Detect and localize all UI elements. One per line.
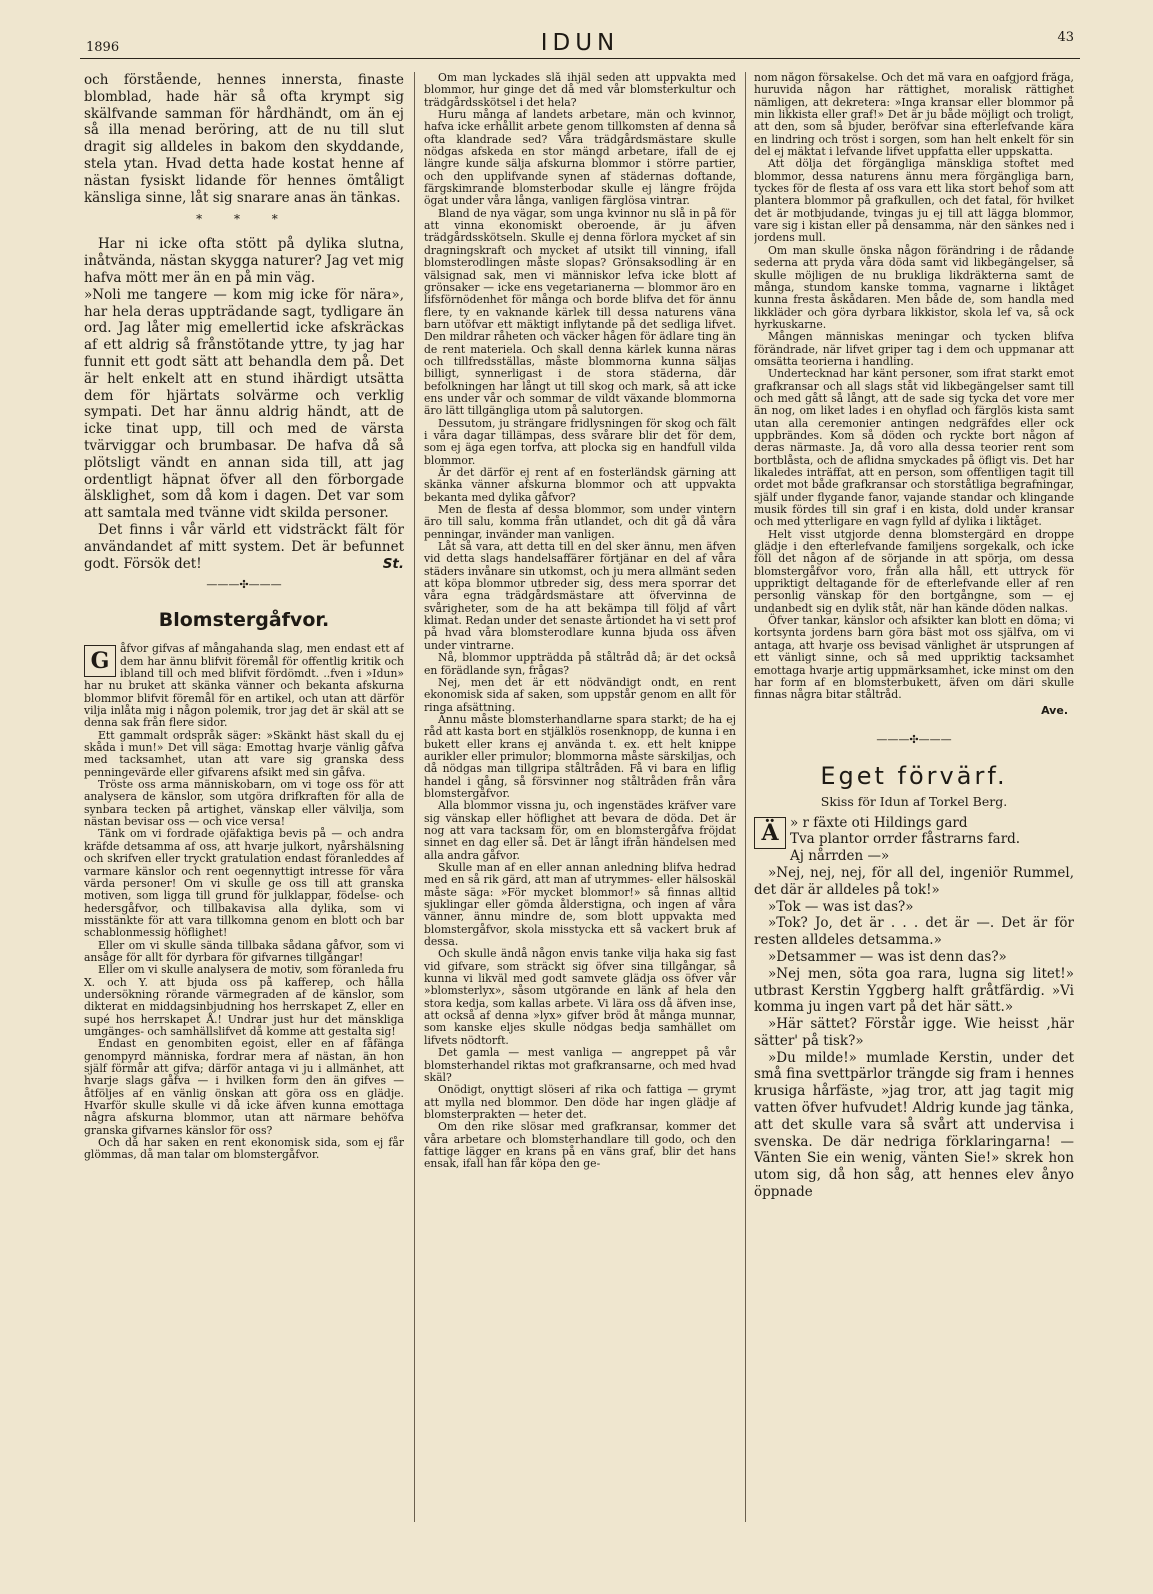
- page-number: 43: [1057, 30, 1074, 45]
- article-paragraph: Om man skulle önska någon förändring i de rådande sederna att pryda våra döda samt vid likbegängelser, så skulle möjligen de nu brukliga likdräkterna samt de många, stundom kanske tomma, vagnarne i liktåget kunna fresta åskådaren. Men både de, som handla med likkläder och göra dyrbara likkistor, skola lef va, så ock hyrkuskarne.: [754, 243, 1074, 331]
- column-2: [424, 72, 736, 1171]
- article-paragraph: Tröste oss arma människobarn, om vi toge oss för att analysera de känslor, som utgöra drifkraften för alla de synbara tecken på artighet, vänskap eller välvilja, som nästan bevisar oss — och vice versa!: [84, 778, 404, 829]
- article-paragraph: Skulle man af en eller annan anledning blifva hedrad med en så rik gärd, att man af utrymmes- eller hälsoskäl måste säga: »För mycket blommor!» så finnas alltid sjuklingar eller gömda ålderstigna, och ingen af våra vänner, ännu mindre de, som blott uppvakta med blomstergåfvor, skola misstycka ett så vackert bruk af dessa.: [424, 861, 736, 949]
- article-paragraph: Att dölja det förgängliga mänskliga stoftet med blommor, dessa naturens ännu mera förgängliga barn, tyckes för de flesta af oss vara ett lika stort behof som att plantera blommor på grafkullen, och det fatal, för hvilket det är motbjudande, tvingas ju ej till att lägga blommor, vare sig i kistan eller på densamma, när den sänkes ned i jordens mull.: [754, 157, 1074, 245]
- story-verse-line: Aj nårrden —»: [790, 848, 890, 865]
- article-paragraph: Eller om vi skulle analysera de motiv, som föranleda fru X. och Y. att bjuda oss på kafferep, och hålla undersökning rörande värmegraden af de känslor, som dikterat en middagsinbjudning hos herrskapet Z, eller en supé hos herrskapet Å.! Undrar just hur det mänskliga umgänges- och samhällslifvet då komme att gestalta sig!: [84, 963, 404, 1038]
- article-paragraph: nom någon försakelse. Och det må vara en oafgjord fråga, huruvida någon har rättighet, moralisk rättighet nämligen, att dekretera: »Inga kransar eller blommor på min likkista eller graf!» Det är ju både möjligt och troligt, att den, som så bjuder, beröfvar sina efterlefvande kära en lindring och tröst i sorgen, som han helt enkelt för sin del ej mäktat i lefvande lifvet uppfatta eller uppskatta.: [754, 72, 1074, 159]
- article-paragraph: Undertecknad har känt personer, som ifrat starkt emot grafkransar och all slags ståt vid likbegängelser samt till och med gått så långt, att de sade sig tycka det vore mer än nog, om liket lades i en ohyflad och färglös kista samt utan alla ceremonier antingen nedgräfdes eller ock uppbrändes. Kom så döden och ryckte bort någon af deras närmaste. Ja, då voro alla dessa teorier rent som bortblåsta, och de aflidna smyckades på öfligt vis. Det har likaledes inträffat, att en person, som offentligen tagit till ordet mot både grafkransar och storståtliga begrafningar, själf under flygande fanor, vajande standar och klingande musik fördes till sin graf i en kista, dold under kransar och med ytterligare en vagn fylld af dylika i liktåget.: [754, 367, 1074, 529]
- column-divider-1: [414, 72, 415, 1522]
- article-paragraph: »Noli me tangere — kom mig icke för nära», har hela deras uppträdande sagt, tydligare än ord. Jag låter mig emellertid icke afskräckas af ett aldrig så frånstötande yttre, ty jag har funnit ett godt sätt att behandla dem på. Det är helt enkelt att en stund ihärdigt utsätta dem för hjärtats solvärme och verklig sympati. Det har ännu aldrig händt, att de icke tinat upp, till och med de värsta tvärviggar och brumbasar. De hafva då så plötsligt vändt en annan sida till, att jag ordentligt häpnat öfver all den förborgade älsklighet, som då kom i dagen. Det var som att samtala med tvänne vidt skilda personer.: [84, 286, 404, 522]
- article-paragraph: Endast en genombiten egoist, eller en af fåfänga genompyrd människa, fordrar mera af nästan, än hon själf förmår att gifva; därför antaga vi ju i allmänhet, att hvarje slags gåfva — i hvilken form den än gifves — åtföljes af en vänlig önskan att göra oss en glädje. Hvarför skulle skulle vi då icke äfven kunna emottaga några afskurna blommor, utan att närmare behöfva granska gifvarnes känslor för oss?: [84, 1037, 404, 1137]
- article-paragraph: Ett gammalt ordspråk säger: »Skänkt häst skall du ej skåda i mun!» Det vill säga: Emottag hvarje vänlig gåfva med tacksamhet, utan att vare sig granska dess penningevärde eller gifvarens afsikt med sin gåfva.: [84, 728, 404, 779]
- story-paragraph: »Detsammer — was ist denn das?»: [768, 948, 1007, 965]
- story-verse-line: » r fäxte oti Hildings gard: [790, 814, 968, 831]
- article-signature: St.: [382, 555, 404, 572]
- column-divider-2: [745, 72, 746, 1522]
- section-stars: * * *: [196, 212, 292, 227]
- article-signature: Ave.: [1041, 703, 1068, 717]
- article-paragraph: Nå, blommor uppträdda på ståltråd då; är det också en förädlande syn, frågas?: [424, 651, 736, 677]
- article-paragraph: [84, 522, 404, 572]
- article-paragraph: Om den rike slösar med grafkransar, kommer det våra arbetare och blomsterhandlare till godo, och den fattige lägger en krans på en väns graf, blir det hans ensak, ifall han får köpa den ge-: [424, 1120, 736, 1171]
- column-1: [84, 72, 404, 1162]
- article-paragraph: Nej, men det är ett nödvändigt ondt, en rent ekonomisk sida af saken, som uppstår genom en allt för ringa afsättning.: [424, 675, 736, 714]
- drop-cap: Ä: [754, 817, 786, 849]
- article-paragraph: Helt visst utgjorde denna blomstergärd en droppe glädje i den efterlefvande familjens sorgekalk, och icke föll det någon af de sörjande in att spörja, om dessa blomstergåfvor voro, från alla håll, ett uttryck för uppriktigt deltagande för de efterlefvande eller af ren personlig vänskap för den bortgångne, som — ej undanbedt sig en dylik ståt, när han kände döden nalkas.: [754, 527, 1074, 615]
- article-paragraph: Är det därför ej rent af en fosterländsk gärning att skänka vänner afskurna blommor och att uppvakta bekanta med dylika gåfvor?: [424, 466, 736, 504]
- article-paragraph: Om man lyckades slå ihjäl seden att uppvakta med blommor, hur ginge det då med vår blomsterkultur och trädgårdsskötsel i det hela?: [424, 72, 736, 109]
- article-paragraph: Bland de nya vägar, som unga kvinnor nu slå in på för att vinna ekonomiskt oberoende, är ju äfven trädgårdsskötseln. Skulle ej denna förlora mycket af sin dragningskraft och mycket af utsikt till vinning, ifall blomsterodlingen måste slopas? Grönsaksodling är en välsignad sak, men vi människor lefva icke blott af grönsaker — icke ens vegetarianerna — blommor äro en lifsförnödenhet för många och borde blifva det för ännu flere, ty en vaknande kärlek till dessa naturens väna barn utöfvar ett mäktigt inflytande på det sedliga lifvet. Den mildrar råheten och väcker hågen för ädlare ting än de rent materiela. Och skall denna kärlek kunna näras och tillfredsställas, måste blommorna kunna säljas billigt, synnerligast i de stora städerna, där befolkningen har långt ut till skog och mark, så att icke ens under vår och sommar de vildt växande blommorna äro lätt tillgängliga utom på salutorgen.: [424, 206, 736, 418]
- article-paragraph: Och då har saken en rent ekonomisk sida, som ej får glömmas, då man talar om blomstergåfvor.: [84, 1136, 404, 1162]
- story-heading: Eget förvärf.: [820, 761, 1008, 790]
- article-paragraph: Låt så vara, att detta till en del sker ännu, men äfven vid detta slags handelsaffärer förtjänar en del af våra städers invånare sin utkomst, och ju mera allmänt seden att köpa blommor utbreder sig, dess mera sporrar det våra egna trädgårdsmästare att öfvervinna de svårigheter, som de ha att bekämpa till följd af vårt klimat. Redan under det senaste årtiondet ha vi sett prof på hvad våra blomsterodlare kunna bjuda oss äfven under vintrarne.: [424, 540, 736, 652]
- article-paragraph: Mången människas meningar och tycken blifva förändrade, när lifvet griper tag i dem och uppmanar att omsätta teorierna i handling.: [754, 330, 1074, 368]
- article-paragraph: [84, 643, 404, 729]
- page-header: [80, 30, 1080, 64]
- article-paragraph: Öfver tankar, känslor och afsikter kan blott en döma; vi kortsynta jordens barn göra bäst mot oss själfva, om vi antaga, att hvarje oss bevisad vänlighet är utsprungen af ett vänligt sinne, och så med uppriktig tacksamhet emottaga hvarje artig uppmärksamhet, icke minst om den har form af en blomsterbukett, äfven om däri skulle finnas några bitar ståltråd.: [754, 614, 1074, 702]
- story-paragraph: »Tok? Jo, det är . . . det är —. Det är för resten alldeles detsamma.»: [754, 915, 1074, 949]
- column-3: [754, 72, 1074, 1201]
- masthead-title: IDUN: [540, 30, 620, 56]
- story-paragraph: »Här sättet? Förstår igge. Wie heisst ,här sätter' på tisk?»: [754, 1016, 1074, 1049]
- article-paragraph: Huru många af landets arbetare, män och kvinnor, hafva icke erhållit arbete genom tillkomsten af denna så ofta klandrade sed? Våra trädgårdsmästare skulle nödgas afskeda en stor mängd arbetare, ifall de ej längre kunde sälja afskurna blommor i större partier, och den upplifvande synen af städernas doftande, färgskimrande blomsterbodar skulle ej längre fröjda ögat under våra långa, vanligen färglösa vintrar.: [424, 108, 736, 208]
- story-subtitle: Skiss för Idun af Torkel Berg.: [820, 793, 1008, 809]
- issue-year: 1896: [86, 40, 120, 55]
- ornament-divider: ———✣———: [876, 732, 952, 746]
- header-rule: [80, 58, 1080, 59]
- ornament-divider: ———✣———: [206, 578, 282, 592]
- article-paragraph: Det gamla — mest vanliga — angreppet på vår blomsterhandel riktas mot grafkransarne, och med hvad skäl?: [424, 1046, 736, 1084]
- article-paragraph-text: Det finns i vår värld ett vidsträckt fält för användandet af mitt system. Det är befunnet godt. Försök det!: [84, 521, 404, 572]
- article-paragraph: Dessutom, ju strängare fridlysningen för skog och fält i våra dagar tillämpas, dess svårare blir det för dem, som ej äga egen torfva, att plocka sig en handfull vilda blommor.: [424, 416, 736, 467]
- article-paragraph: Men de flesta af dessa blommor, som under vintern äro till salu, komma från utlandet, och dit gå då våra penningar, invänder man vanligen.: [424, 503, 736, 541]
- article-paragraph: Har ni icke ofta stött på dylika slutna, inåtvända, nästan skygga naturer? Jag vet mig hafva mött mer än en på min väg.: [84, 236, 404, 286]
- story-paragraph: »Tok — was ist das?»: [768, 898, 914, 915]
- story-paragraph: »Du milde!» mumlade Kerstin, under det små fina svettpärlor trängde sig fram i hennes krusiga hårfäste, »jag tror, att jag tagit mig vatten öfver hufvudet! Aldrig kunde jag tänka, att det skulle vara så svårt att undervisa i svenska. De där nedriga förklaringarna! — Vänten Sie ein wenig, vänten Sie!» skrek hon utom sig, då hon såg, att hennes elev ånyo öppnade: [754, 1049, 1074, 1201]
- article-paragraph: Och skulle ändå någon envis tanke vilja haka sig fast vid gifvare, som sträckt sig öfver sina tillgångar, så kunna vi likväl med godt samvete glädja oss öfver vår »blomsterlyx», såsom utgörande en länk af hela den stora kedja, som kallas arbete. Vi lära oss då äfven inse, att också af denna »lyx» gifver bröd åt många munnar, som kanske eljes skulle nödgas bedja samhället om lifvets nödtorft.: [424, 947, 736, 1047]
- article-paragraph: Alla blommor vissna ju, och ingenstädes kräfver vare sig vänskap eller höflighet att bevara de döda. Det är nog att vara tacksam för, om en blomstergåfva fröjdat sinnet en dag eller så. Det är långt ifrån händelsen med alla andra gåfvor.: [424, 799, 736, 862]
- story-paragraph: »Nej men, söta goa rara, lugna sig litet!» utbrast Kerstin Yggberg halft gråtfärdig. »Vi komma ju ingen vart på det här sätt.»: [754, 965, 1074, 1016]
- article-paragraph-text: åfvor gifvas af mångahanda slag, men endast ett af dem har ännu blifvit föremål för offentlig kritik och ibland till och med blifvit fördömdt. ..fven i »Idun» har nu bruket att skänka vänner och bekanta afskurna blommor blifvit föremål för en artikel, och utan att därför vilja inlåta mig i någon polemik, tror jag det är skäl att se denna sak från flere sidor.: [84, 642, 404, 730]
- article-paragraph: Onödigt, onyttigt slöseri af rika och fattiga — grymt att mylla ned blommor. Den döde har ingen glädje af blomsterprakten — heter det.: [424, 1083, 736, 1121]
- story-paragraph: »Nej, nej, nej, för all del, ingeniör Rummel, det där är alldeles på tok!»: [754, 864, 1074, 898]
- article-end-paragraph: och förstående, hennes innersta, finaste blomblad, hade här så ofta krympt sig skälfvande samman för hårdhändt, om än ej så illa menad beröring, att de nu till slut dragit sig alldeles in bakom den skyddande, stela ytan. Hvad detta hade kostat henne af nästan fysiskt lidande för hennes ömtåligt känsliga sinne, låt sig snarare anas än tänkas.: [84, 72, 404, 206]
- article-paragraph: Ännu måste blomsterhandlarne spara starkt; de ha ej råd att kasta bort en stjälklös rosenknopp, de kunna i en bukett eller krans ej använda t. ex. ett helt knippe aurikler eller primulor; blommorna måste särskiljas, och då nödgas man tillgripa ståltråden. Få vi bara en liflig handel i gång, så försvinner nog ståltråden från våra blomstergåfvor.: [424, 712, 736, 800]
- story-verse-line: Tva plantor orrder fåstrarns fard.: [790, 831, 1021, 848]
- article-paragraph: Eller om vi skulle sända tillbaka sådana gåfvor, som vi ansåge för allt för dyrbara för gifvarnes tillgångar!: [84, 938, 404, 964]
- article-heading: Blomstergåfvor.: [158, 609, 330, 632]
- drop-cap: G: [84, 645, 116, 677]
- article-paragraph: Tänk om vi fordrade ojäfaktiga bevis på — och andra kräfde detsamma af oss, att hvarje julkort, nyårshälsning och skrifven eller tryckt gratulation endast föranleddes af varmare känslor och rent oegennyttigt intresse för våra värda personer! Om vi skulle ge oss till att granska motiven, som ligga till grund för julklappar, födelse- och hedersgåfvor, och tillbakavisa alla dylika, som vi misstänkte för att vara tillkomna genom en blott och bar schablonmessig höflighet!: [84, 827, 404, 940]
